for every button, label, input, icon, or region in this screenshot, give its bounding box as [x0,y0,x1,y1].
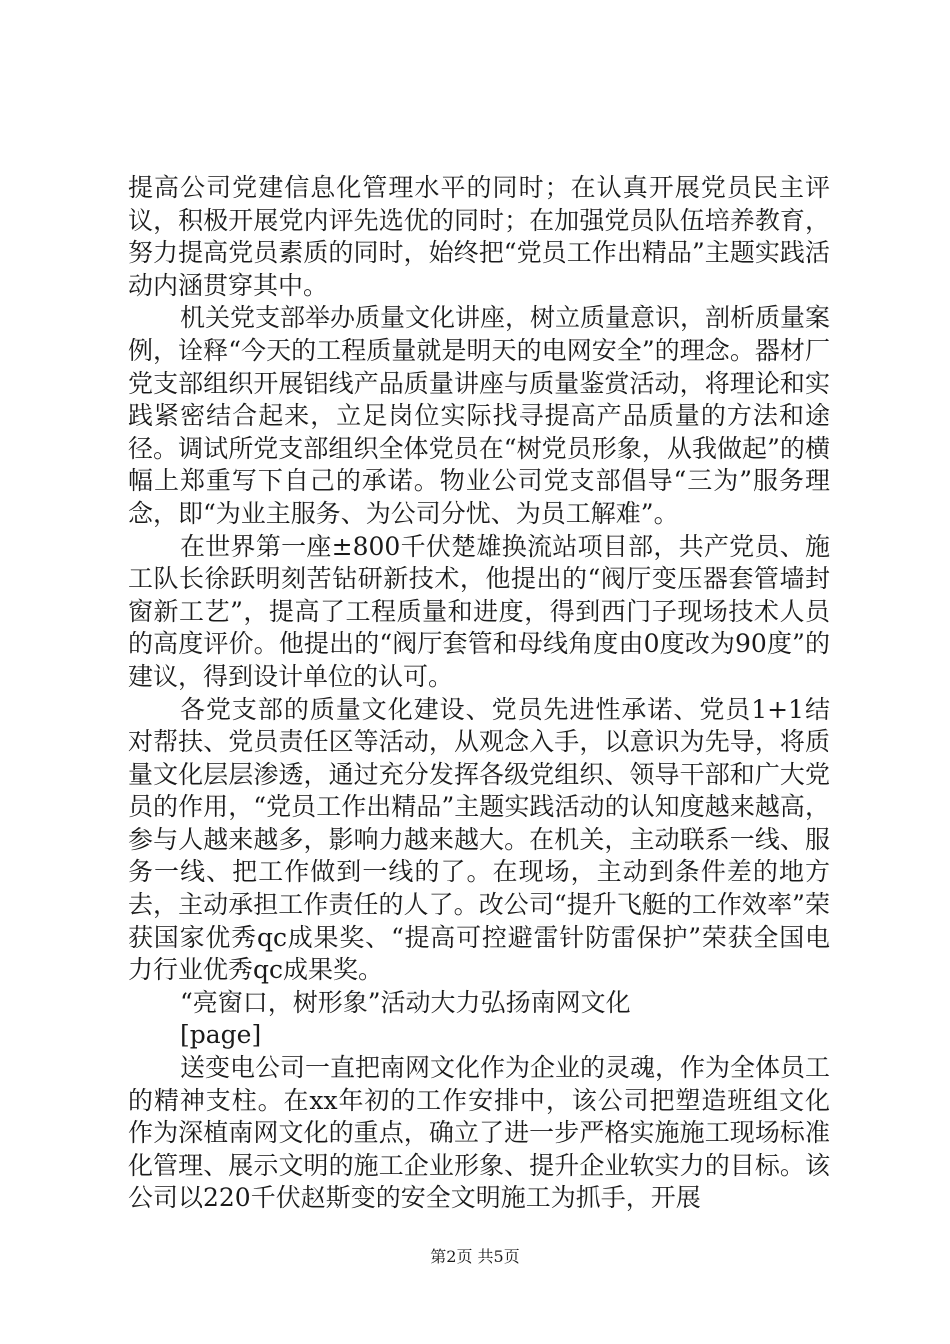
paragraph-2: 机关党支部举办质量文化讲座，树立质量意识，剖析质量案例，诠释“今天的工程质量就是明天的电网安全”的理念。器材厂党支部组织开展铝线产品质量讲座与质量鉴赏活动，将理论和实践紧密结合起来，立足岗位实际找寻提高产品质量的方法和途径。调试所党支部组织全体党员在“树党员形象，从我做起”的横幅上郑重写下自己的承诺。物业公司党支部倡导“三为”服务理念，即“为业主服务、为公司分忧、为员工解难”。 [128,303,831,528]
paragraph-3: 在世界第一座±800千伏楚雄换流站项目部，共产党员、施工队长徐跃明刻苦钻研新技术，他提出的“阀厅变压器套管墙封窗新工艺”，提高了工程质量和进度，得到西门子现场技术人员的高度评价。他提出的“阀厅套管和母线角度由0度改为90度”的建议，得到设计单位的认可。 [128,531,830,691]
page-marker: [page] [180,1020,262,1050]
paragraph-4: 各党支部的质量文化建设、党员先进性承诺、党员1+1结对帮扶、党员责任区等活动，从观念入手，以意识为先导，将质量文化层层渗透，通过充分发挥各级党组织、领导干部和广大党员的作用，“党员工作出精品”主题实践活动的认知度越来越高，参与人越来越多，影响力越来越大。在机关，主动联系一线、服务一线、把工作做到一线的了。在现场，主动到条件差的地方去，主动承担工作责任的人了。改公司“提升飞艇的工作效率”荣获国家优秀qc成果奖、“提高可控避雷针防雷保护”荣获全国电力行业优秀qc成果奖。 [128,694,830,985]
paragraph-1: 提高公司党建信息化管理水平的同时；在认真开展党员民主评议，积极开展党内评先选优的同时；在加强党员队伍培养教育，努力提高党员素质的同时，始终把“党员工作出精品”主题实践活动内涵贯穿其中。 [128,173,830,300]
paragraph-5: 送变电公司一直把南网文化作为企业的灵魂，作为全体员工的精神支柱。在xx年初的工作安排中，该公司把塑造班组文化作为深植南网文化的重点，确立了进一步严格实施施工现场标准化管理、展示文明的施工企业形象、提升企业软实力的目标。该公司以220千伏赵斯变的安全文明施工为抓手，开展 [128,1053,831,1213]
section-heading: “亮窗口，树形象”活动大力弘扬南网文化 [180,987,631,1017]
document-body [128,172,830,1215]
page-footer: 第2页 共5页 [430,1247,520,1266]
